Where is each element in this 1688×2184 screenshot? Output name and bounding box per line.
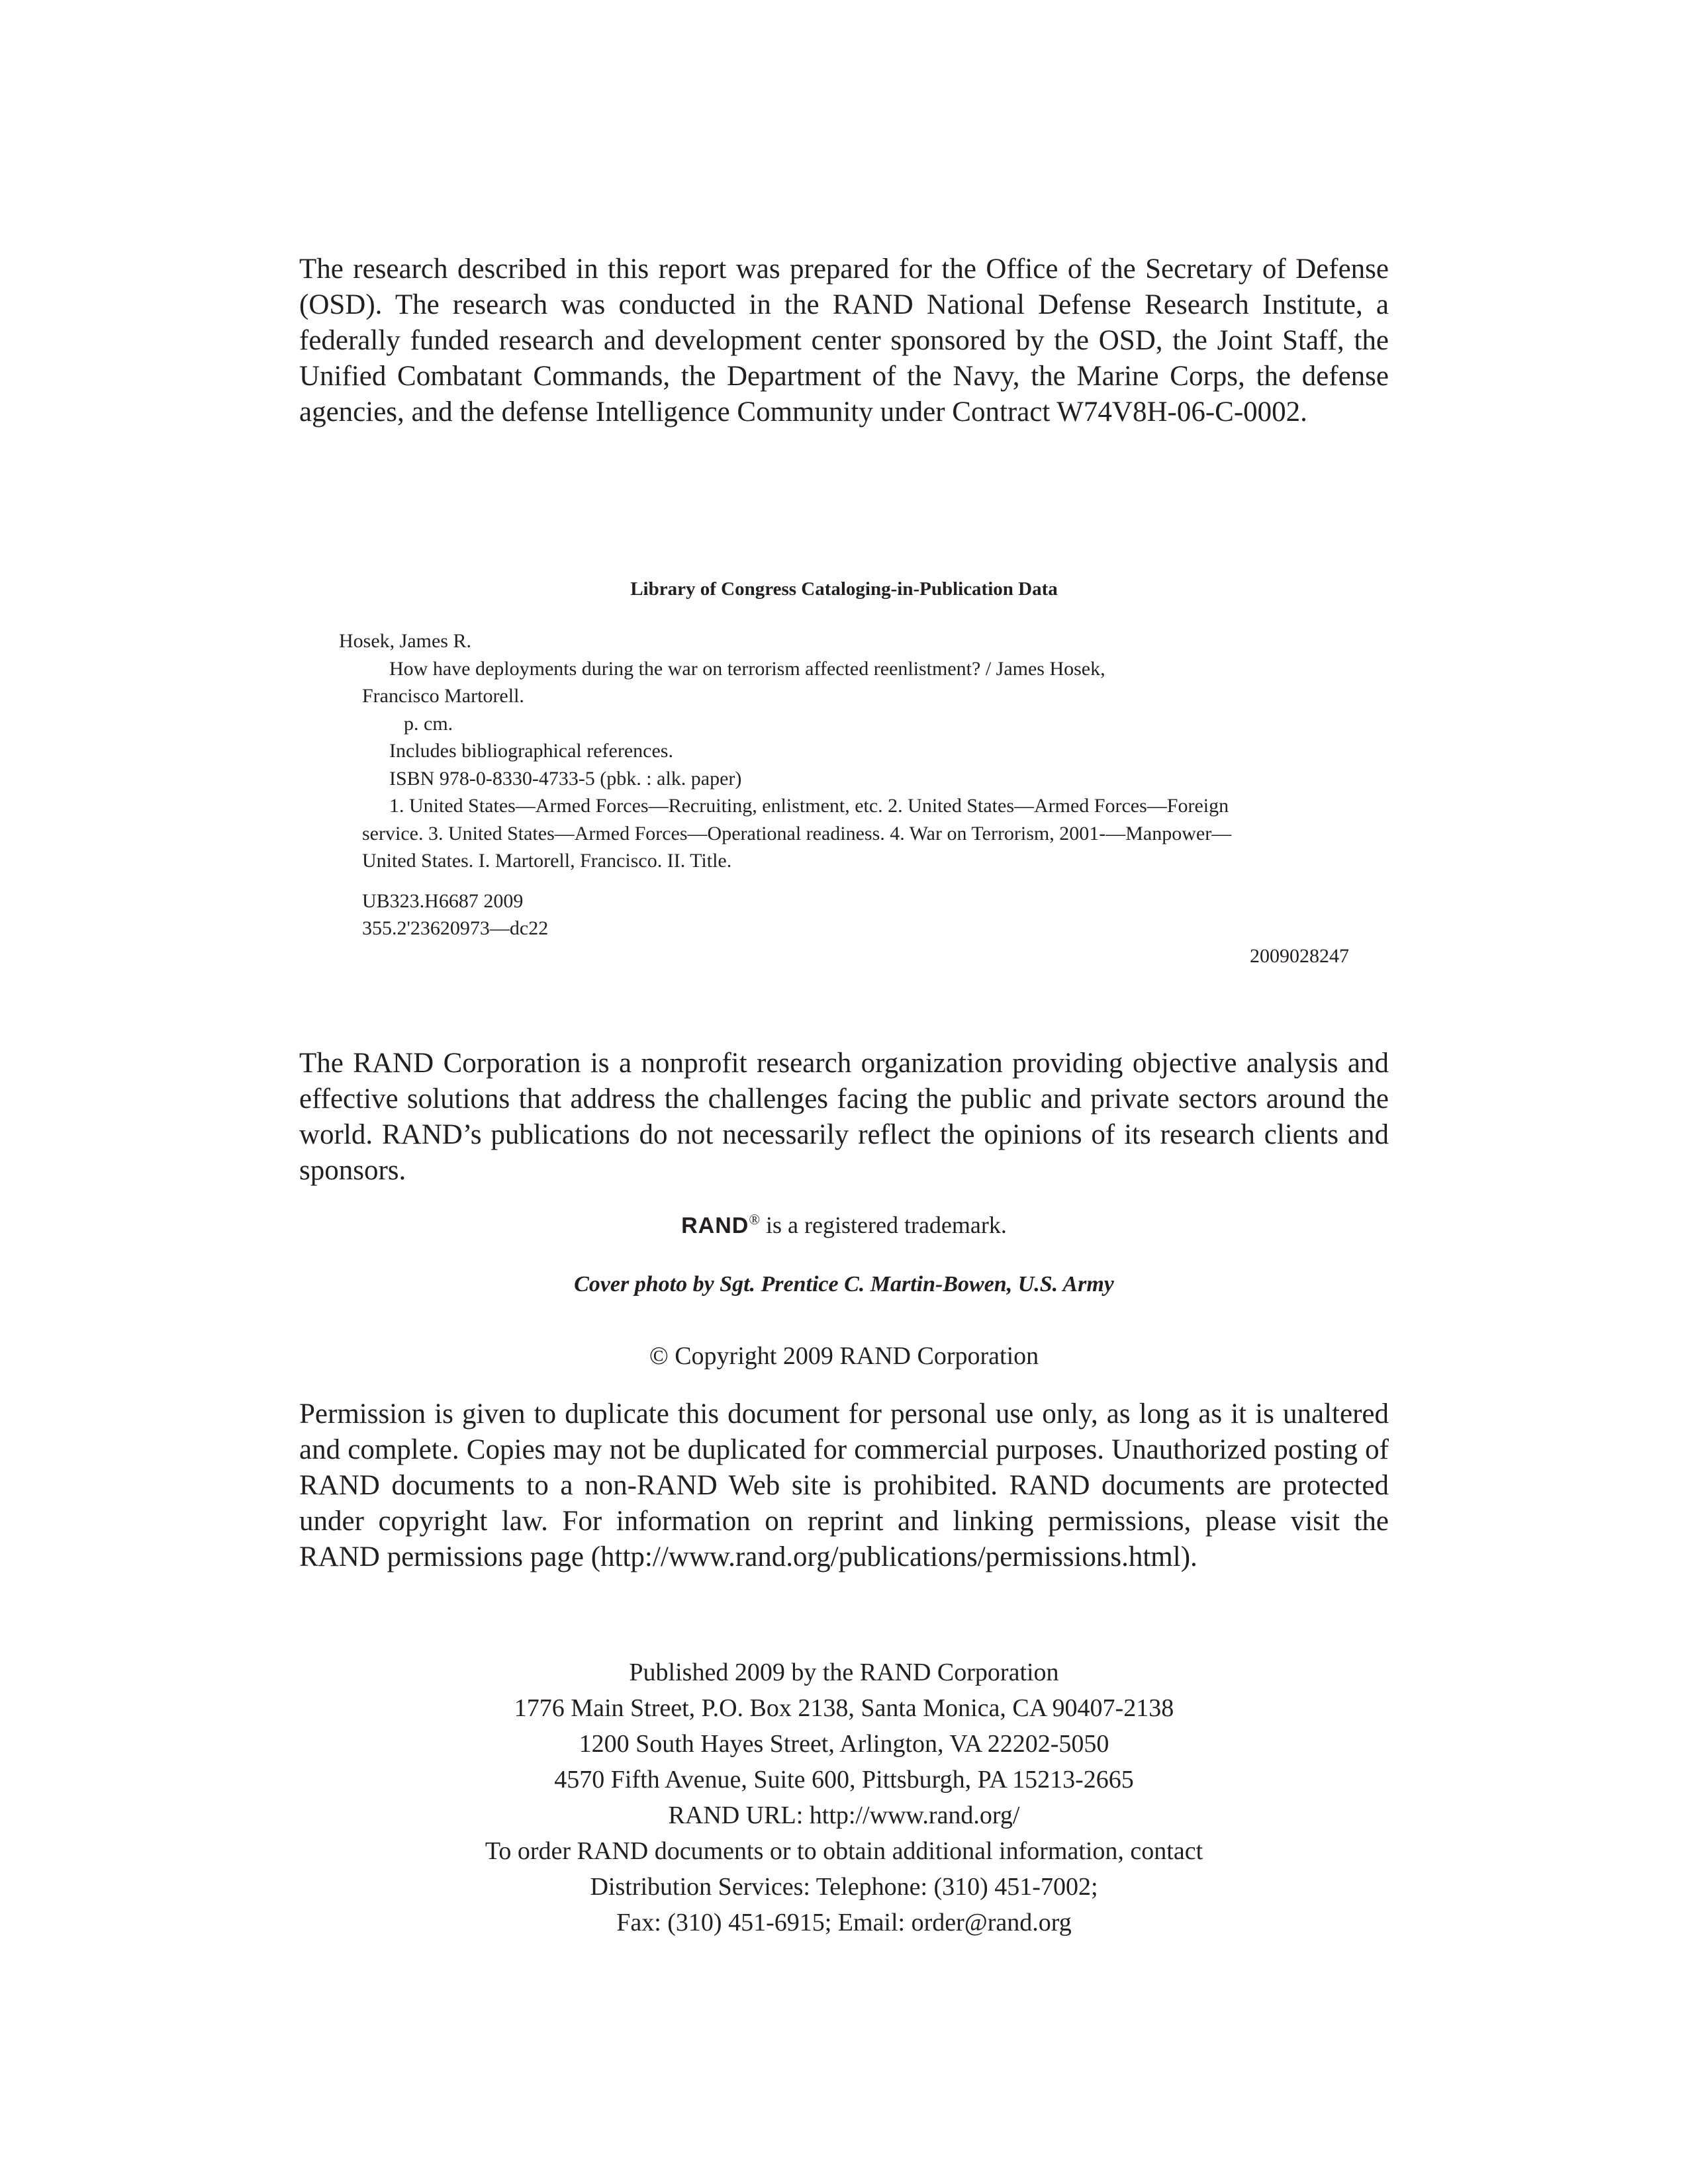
publisher-info	[299, 1655, 1389, 1940]
cip-title-line: How have deployments during the war on terrorism affected reenlistment? / James Hosek,	[389, 657, 1105, 680]
cataloging-in-publication-block	[299, 576, 1389, 970]
trademark-text: is a registered trademark.	[760, 1212, 1007, 1238]
cip-subjects-line: service. 3. United States—Armed Forces—Operational readiness. 4. War on Terrorism, 2001-—Manpower—	[362, 822, 1232, 844]
order-info-line: To order RAND documents or to obtain additional information, contact	[485, 1837, 1203, 1865]
address-santa-monica: 1776 Main Street, P.O. Box 2138, Santa Monica, CA 90407-2138	[514, 1694, 1174, 1722]
cover-photo-credit: Cover photo by Sgt. Prentice C. Martin-Bowen, U.S. Army	[574, 1272, 1114, 1297]
cip-author: Hosek, James R.	[339, 630, 471, 652]
address-pittsburgh: 4570 Fifth Avenue, Suite 600, Pittsburgh, PA 15213-2665	[554, 1766, 1134, 1794]
copyright-notice: © Copyright 2009 RAND Corporation	[649, 1342, 1039, 1370]
rand-url: RAND URL: http://www.rand.org/	[668, 1801, 1020, 1829]
cip-bibliography: Includes bibliographical references.	[389, 740, 673, 762]
cip-lccn: 2009028247	[1250, 944, 1349, 967]
cip-title-line: Francisco Martorell.	[362, 685, 524, 707]
cip-subjects-line: 1. United States—Armed Forces—Recruiting, enlistment, etc. 2. United States—Armed Forces—Foreign	[389, 795, 1229, 817]
cip-pages: p. cm.	[404, 712, 453, 735]
cip-body	[299, 627, 1389, 970]
distribution-telephone: Distribution Services: Telephone: (310) 451-7002;	[590, 1873, 1098, 1901]
cip-dewey: 355.2'23620973—dc22	[362, 917, 549, 939]
address-arlington: 1200 South Hayes Street, Arlington, VA 22202-5050	[579, 1730, 1109, 1758]
cip-lc-class: UB323.H6687 2009	[362, 889, 524, 912]
published-line: Published 2009 by the RAND Corporation	[629, 1659, 1059, 1686]
cip-subjects-line: United States. I. Martorell, Francisco. II. Title.	[362, 850, 732, 872]
registered-symbol: ®	[749, 1211, 761, 1228]
cip-isbn: ISBN 978-0-8330-4733-5 (pbk. : alk. paper)	[389, 767, 742, 790]
permission-paragraph: Permission is given to duplicate this document for personal use only, as long as it is unaltered and complete. Copies may not be duplicated for commercial purposes. Unauthorized posting of RAND documents to a non-RAND Web site is prohibited. RAND documents are protected under copyright law. For information on reprint and linking permissions, please visit the RAND permissions page (http://www.rand.org/publications/permissions.html).	[299, 1398, 1389, 1572]
rand-wordmark: RAND	[681, 1213, 749, 1238]
rand-about-paragraph: The RAND Corporation is a nonprofit research organization providing objective analysis and effective solutions that address the challenges facing the public and private sectors around the world. RAND’s publications do not necessarily reflect the opinions of its research clients and sponsors.	[299, 1048, 1389, 1186]
fax-email: Fax: (310) 451-6915; Email: order@rand.org	[616, 1909, 1072, 1936]
cip-heading: Library of Congress Cataloging-in-Publication Data	[630, 578, 1058, 600]
research-funding-paragraph: The research described in this report was prepared for the Office of the Secretary of Defense (OSD). The research was conducted in the RAND National Defense Research Institute, a federally funded research and development center sponsored by the OSD, the Joint Staff, the Unified Combatant Commands, the Department of the Navy, the Marine Corps, the defense agencies, and the defense Intelligence Community under Contract W74V8H-06-C-0002.	[299, 253, 1389, 428]
trademark-line	[299, 1205, 1389, 1241]
